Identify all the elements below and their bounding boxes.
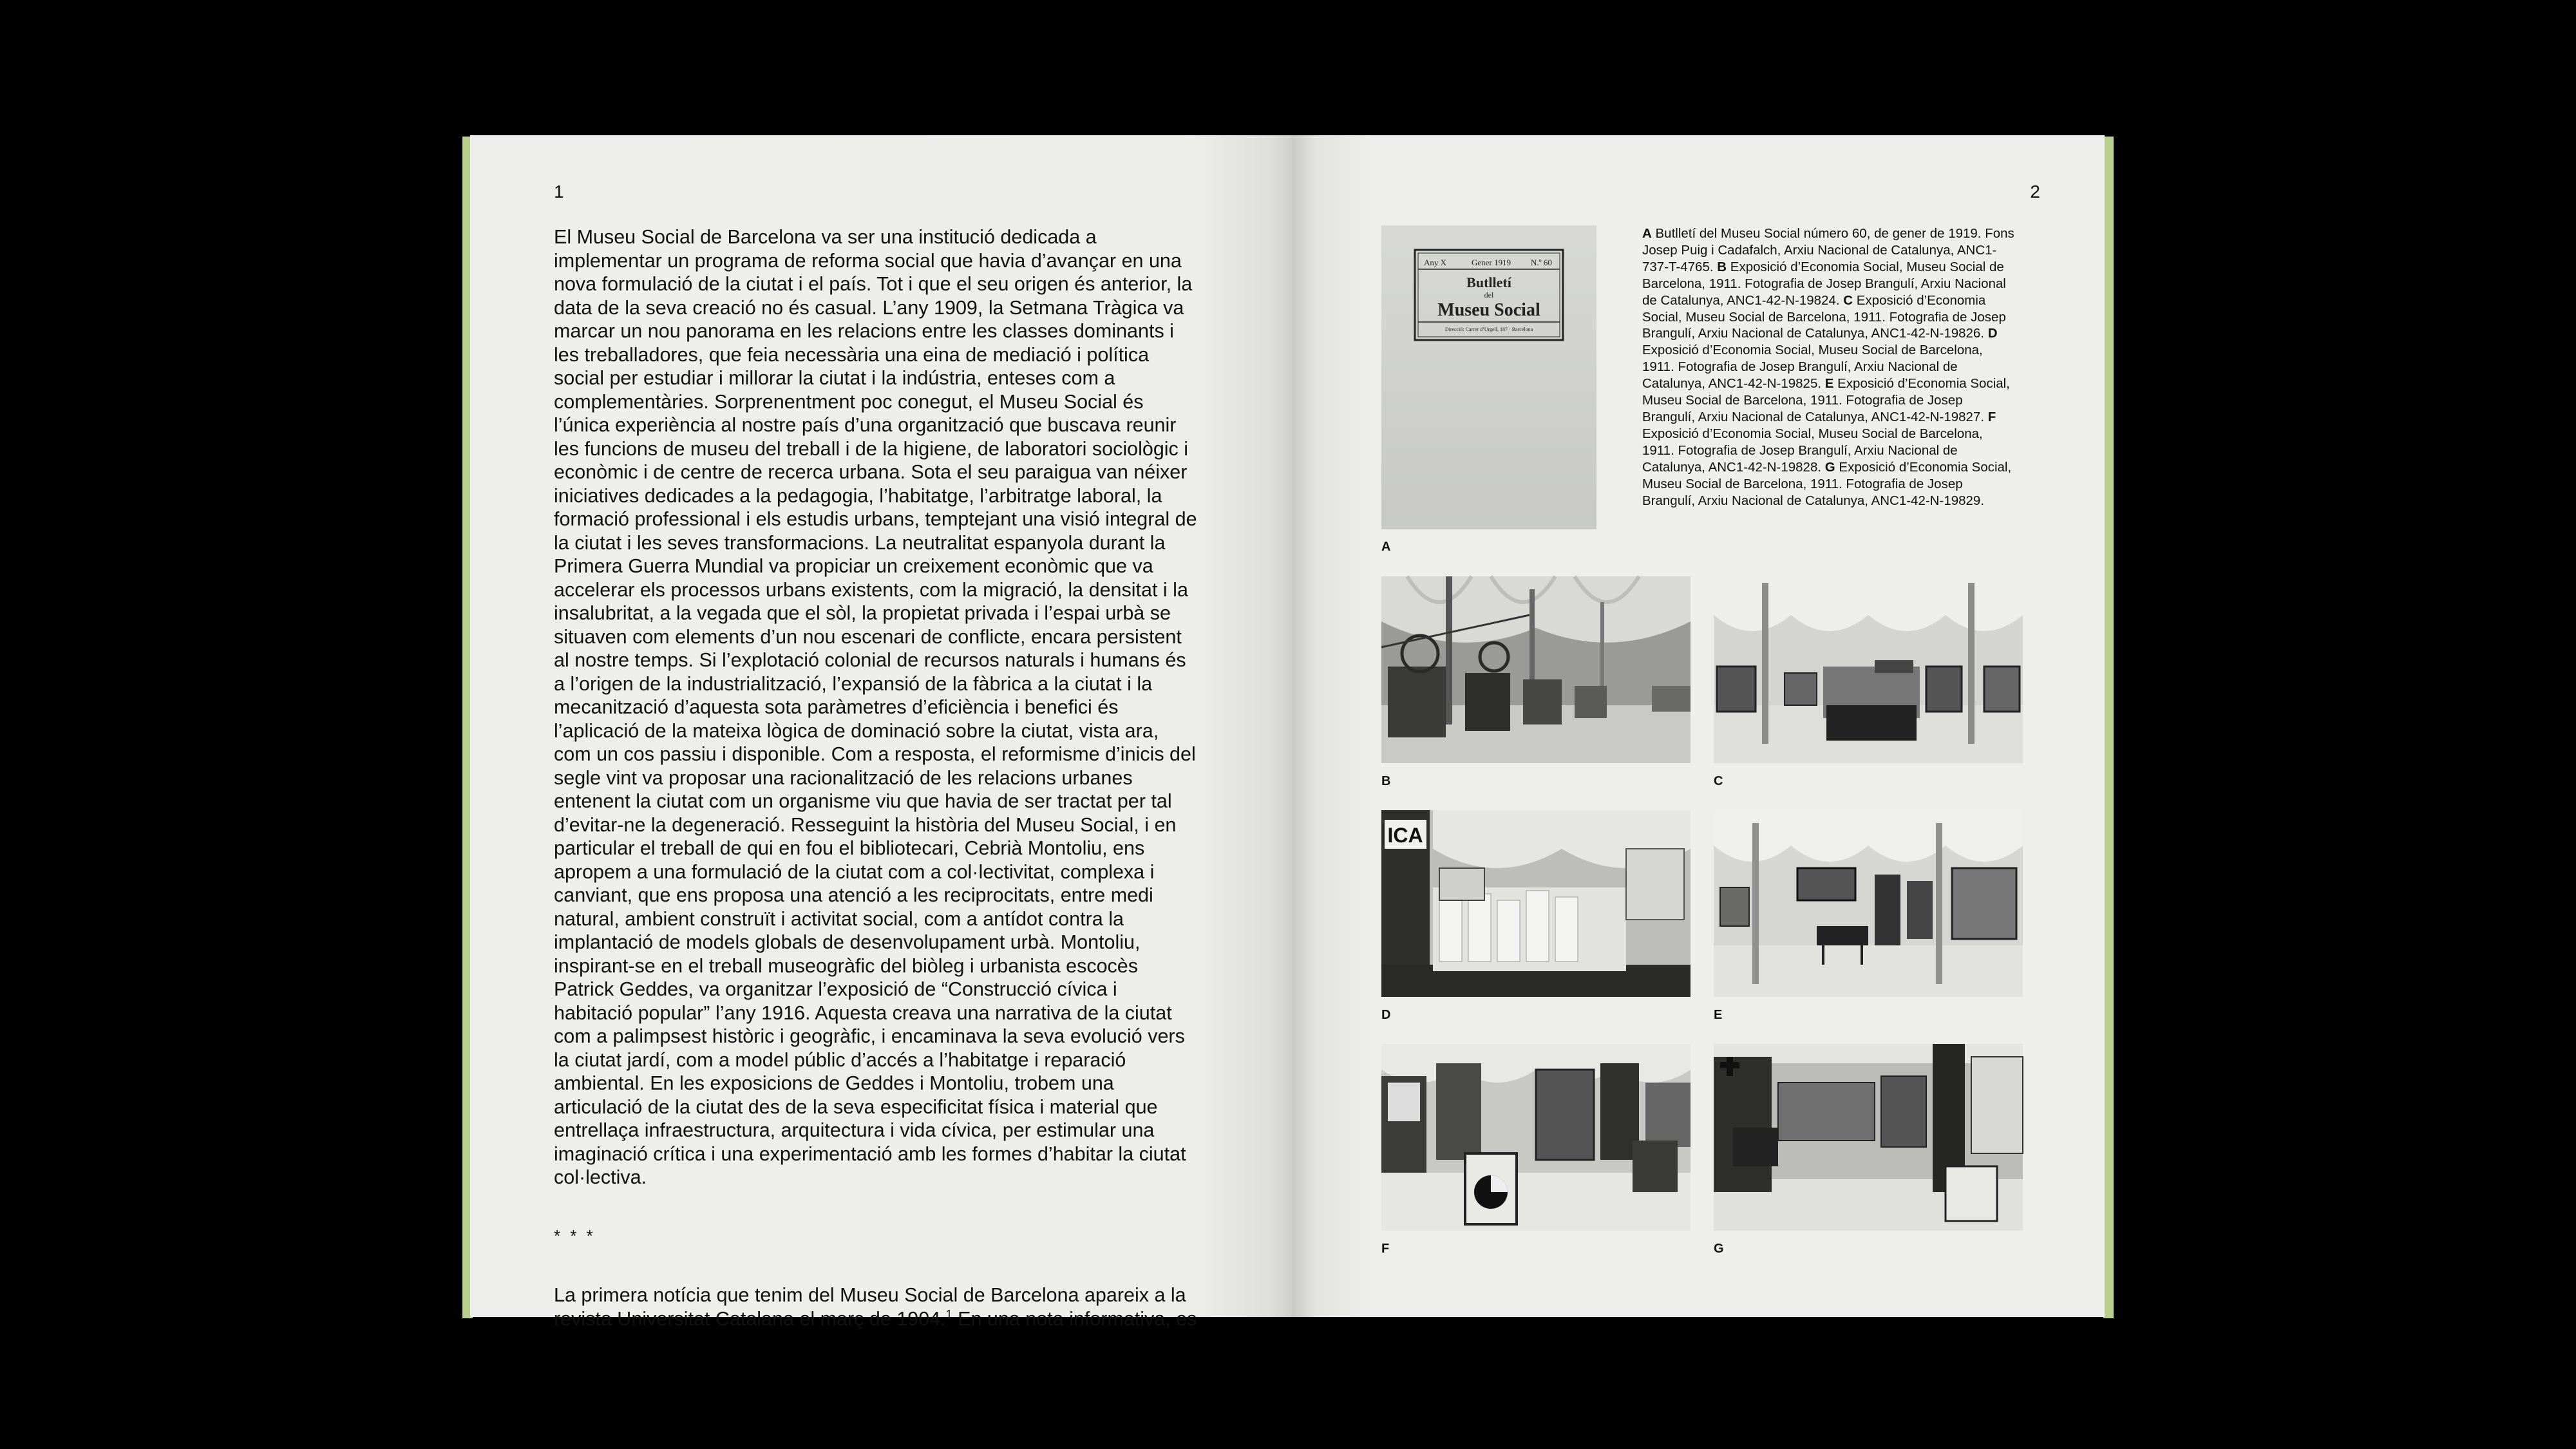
caption-f: F Exposició d’Economia Social, Museu Social de Barcelona, 1911. Fotografia de Josep Brangulí, Arxiu Nacional de Catalunya, ANC1-42-N-19828. xyxy=(1642,409,1996,475)
caption-b: B Exposició d’Economia Social, Museu Social de Barcelona, 1911. Fotografia de Josep Brangulí, Arxiu Nacional de Catalunya, ANC1-42-N-19824. xyxy=(1642,259,2006,308)
figure-letter-a: A xyxy=(1381,540,1391,554)
paragraph-2 xyxy=(554,1283,1198,1331)
cover-number: N.º 60 xyxy=(1531,258,1552,267)
figure-letter-b: B xyxy=(1381,774,1391,788)
paragraph-2-continued: En una nota informativa, es xyxy=(952,1307,1197,1330)
figure-c-photo xyxy=(1714,576,2023,763)
figure-b-photo xyxy=(1381,576,1690,763)
figure-letter-c: C xyxy=(1714,774,1723,788)
caption-c: C Exposició d’Economia Social, Museu Social de Barcelona, 1911. Fotografia de Josep Brangulí, Arxiu Nacional de Catalunya, ANC1-42-N-19826. xyxy=(1642,292,2006,341)
figure-d-photo xyxy=(1381,810,1690,997)
cover-footer: Direcció: Carrer d’Urgell, 187 · Barcelona xyxy=(1444,327,1533,332)
paragraph-2-start: La primera notícia que tenim del Museu Social de Barcelona apareix a la revista Universitat Catalana el març de 1904. xyxy=(554,1284,1186,1330)
cover-title-2: del xyxy=(1484,290,1494,299)
figure-letter-g: G xyxy=(1714,1242,1724,1256)
cover-title-1: Butlletí xyxy=(1466,274,1511,290)
right-page xyxy=(1292,135,2105,1317)
left-page xyxy=(470,135,1292,1330)
figure-letter-e: E xyxy=(1714,1008,1723,1022)
footnote-mark: 1 xyxy=(945,1307,952,1321)
figure-letter-f: F xyxy=(1381,1242,1390,1256)
figure-e-photo xyxy=(1714,810,2023,997)
figure-letter-d: D xyxy=(1381,1008,1391,1022)
cover-title-3: Museu Social xyxy=(1437,300,1540,320)
figure-f-photo xyxy=(1381,1044,1690,1231)
cover-month: Gener 1919 xyxy=(1472,258,1511,267)
book-edge-right xyxy=(2103,137,2114,1318)
page-number-left: 1 xyxy=(554,182,564,202)
section-break: * * * xyxy=(554,1226,596,1245)
page-number-right: 2 xyxy=(2030,182,2040,202)
figure-a-bulletin-cover xyxy=(1381,225,1596,529)
essay-text xyxy=(554,225,1198,1331)
caption-a: A Butlletí del Museu Social número 60, de gener de 1919. Fons Josep Puig i Cadafalch, Arxiu Nacional de Catalunya, ANC1-737-T-4765. xyxy=(1642,226,2014,274)
cover-year: Any X xyxy=(1424,258,1447,267)
svg-text:ICA: ICA xyxy=(1387,824,1423,847)
figure-captions xyxy=(1642,225,2016,509)
paragraph-1: El Museu Social de Barcelona va ser una institució dedicada a implementar un programa de reforma social que havia d’avançar en una nova formulació de la ciutat i el país. Tot i que el seu origen és anterior, la data de la seva creació no és casual. L’any 1909, la Setmana Tràgica va marcar un nou panorama en les relacions entre les classes dominants i les treballadores, que feia necessària una eina de mediació i política social per estudiar i millorar la ciutat i la indústria, enteses com a complementàries. Sorprenentment poc conegut, el Museu Social és l’única experiència al nostre país d’una organització que buscava reunir les funcions de museu del treball i de la higiene, de laboratori sociològic i econòmic i de centre de recerca urbana. Sota el seu paraigua van néixer iniciatives dedicades a la pedagogia, l’habitatge, l’arbitratge laboral, la formació professional i els estudis urbans, temptejant una visió integral de la ciutat i les seves transformacions. La neutralitat espanyola durant la Primera Guerra Mundial va propiciar un creixement econòmic que va accelerar els processos urbans existents, com la migració, la densitat i la insalubritat, a la vegada que el sòl, la propietat privada i l’espai urbà se situaven com elements d’un nou escenari de conflicte, encara persistent al nostre temps. Si l’explotació colonial de recursos naturals i humans és a l’origen de la industrialització, l’expansió de la fàbrica a la ciutat i la mecanització d’aquesta sota paràmetres d’eficiència i benefici és l’aplicació de la mateixa lògica de dominació sobre la ciutat, vista ara, com un cos passiu i disponible. Com a resposta, el reformisme d’inicis del segle vint va proposar una racionalització de les relacions urbanes entenent la ciutat com un organisme viu que havia de ser tractat per tal d’evitar-ne la degeneració. Resseguint la història del Museu Social, i en particular el treball de qui en fou el bibliotecari, Cebrià Montoliu, ens apropem a una formulació de la ciutat com a col·lectivitat, complexa i canviant, que ens proposa una atenció a les reciprocitats, entre medi natural, ambient construït i activitat social, com a antídot contra la implantació de models globals de desenvolupament urbà. Montoliu, inspirant-se en el treball museogràfic del biòleg i urbanista escocès Patrick Geddes, va organitzar l’exposició de “Construcció cívica i habitació popular” l’any 1916. Aquesta creava una narrativa de la ciutat com a palimpsest històric i geogràfic, i encaminava la seva evolució vers la ciutat jardí, com a model públic d’accés a l’habitatge i reparació ambiental. En les exposicions de Geddes i Montoliu, trobem una articulació de la ciutat des de la seva especificitat física i material que entrellaça infraestructura, arquitectura i vida cívica, per estimular una imaginació crítica i una experimentació amb les formes d’habitar la ciutat col·lectiva. xyxy=(554,226,1197,1188)
figure-g-photo xyxy=(1714,1044,2023,1231)
caption-d: D Exposició d’Economia Social, Museu Social de Barcelona, 1911. Fotografia de Josep Brangulí, Arxiu Nacional de Catalunya, ANC1-42-N-19825. xyxy=(1642,326,1998,392)
caption-g: G Exposició d’Economia Social, Museu Social de Barcelona, 1911. Fotografia de Josep Brangulí, Arxiu Nacional de Catalunya, ANC1-42-N-19829. xyxy=(1642,459,2012,508)
caption-e: E Exposició d’Economia Social, Museu Social de Barcelona, 1911. Fotografia de Josep Brangulí, Arxiu Nacional de Catalunya, ANC1-42-N-19827. xyxy=(1642,376,2010,424)
